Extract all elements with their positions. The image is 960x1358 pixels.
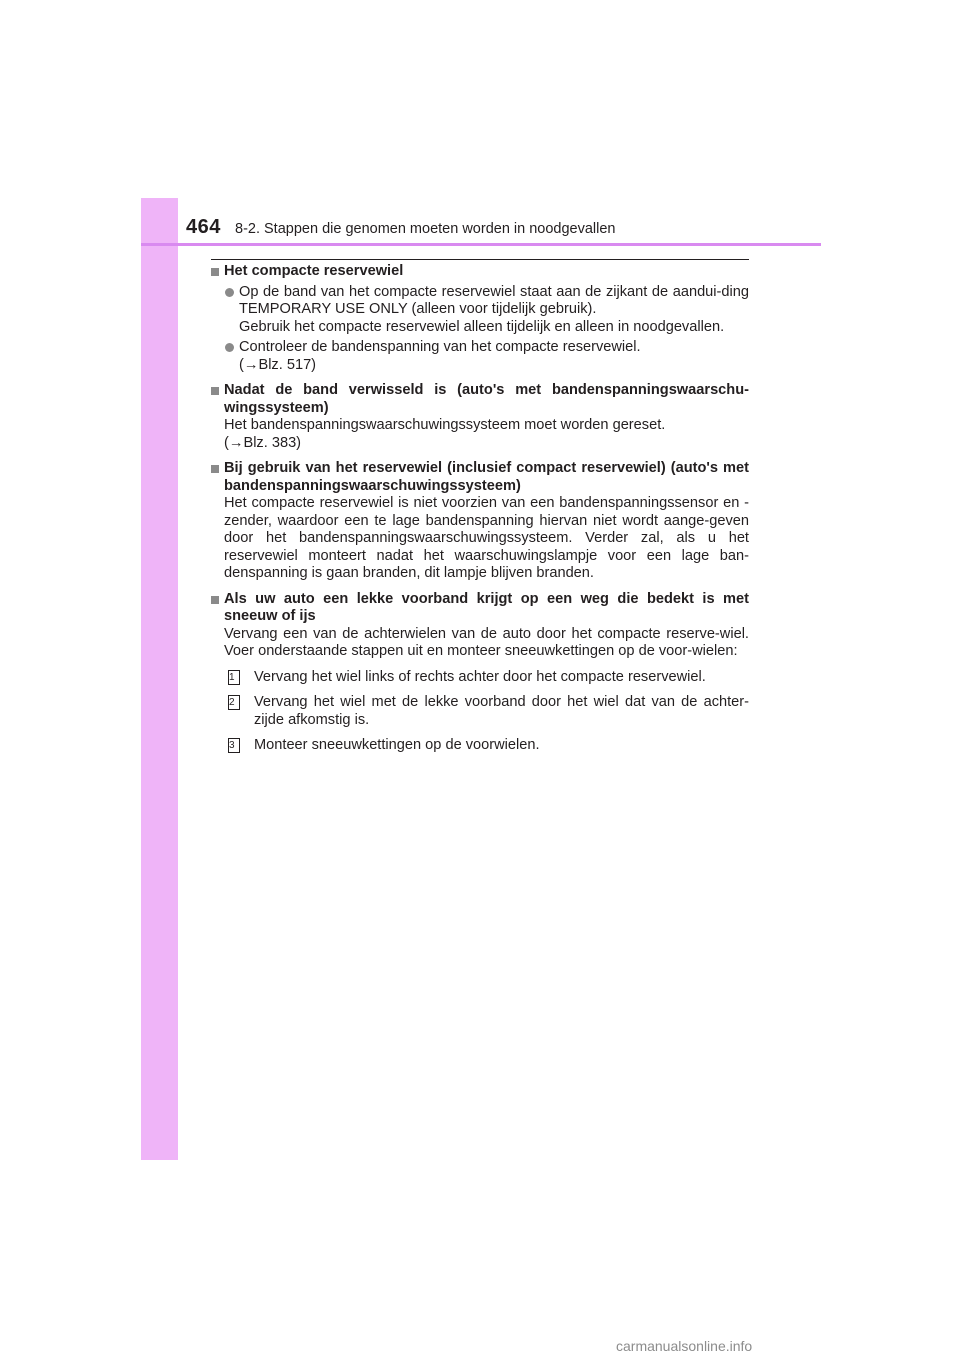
section-heading: Het compacte reservewiel bbox=[211, 263, 749, 281]
section-heading: Nadat de band verwisseld is (auto's met bandenspanningswaarschu-wingssysteem) bbox=[211, 382, 749, 417]
square-bullet-icon bbox=[211, 268, 219, 276]
section-body: Het bandenspanningswaarschuwingssysteem moet worden gereset. (→Blz. 383) bbox=[211, 417, 749, 452]
section-title: 8-2. Stappen die genomen moeten worden in noodgevallen bbox=[235, 221, 616, 237]
square-bullet-icon bbox=[211, 596, 219, 604]
chapter-sidebar-tab bbox=[141, 198, 178, 1160]
section-heading: Als uw auto een lekke voorband krijgt op een weg die bedekt is met sneeuw of ijs bbox=[211, 591, 749, 626]
section-body: Het compacte reservewiel is niet voorzien van een bandenspanningssensor en -zender, waardoor een te lage bandenspanning hiervan niet wordt aange-geven door het bandenspanningswaarschuwingssysteem. Verder zal, als u het reservewiel monteert nadat het waarschuwingslampje voor een lage ban-denspanning is gaan branden, dit lampje blijven branden. bbox=[224, 495, 749, 581]
round-bullet-icon bbox=[225, 343, 234, 352]
square-bullet-icon bbox=[211, 465, 219, 473]
section-heading: Bij gebruik van het reservewiel (inclusief compact reservewiel) (auto's met bandenspanningswaarschuwingssysteem) bbox=[211, 460, 749, 495]
page-reference: (→Blz. 517) bbox=[239, 356, 317, 373]
step-list bbox=[211, 669, 749, 755]
section-using-spare bbox=[211, 460, 749, 583]
step-item: 3 Monteer sneeuwkettingen op de voorwielen. bbox=[229, 737, 540, 753]
bullet-item: Controleer de bandenspanning van het compacte reservewiel. (→Blz. 517) bbox=[211, 339, 749, 374]
step-number-box: 3 bbox=[228, 738, 240, 753]
step-number-box: 2 bbox=[228, 695, 240, 710]
step-item: 2 Vervang het wiel met de lekke voorband door het wiel dat van de achter-zijde afkomstig is. bbox=[229, 694, 749, 728]
watermark: carmanualsonline.info bbox=[616, 1338, 753, 1354]
section-after-tire-change bbox=[211, 382, 749, 452]
section-body: Vervang een van de achterwielen van de auto door het compacte reserve-wiel. Voer onderstaande stappen uit en monteer sneeuwkettingen op de voor-wielen: bbox=[224, 625, 749, 659]
page-number: 464 bbox=[186, 216, 221, 238]
section-flat-front-tire-snow bbox=[211, 591, 749, 755]
content-divider bbox=[211, 259, 749, 260]
round-bullet-icon bbox=[225, 288, 234, 297]
square-bullet-icon bbox=[211, 387, 219, 395]
page-content bbox=[211, 263, 749, 763]
header-divider bbox=[141, 243, 821, 246]
page-reference: (→Blz. 383) bbox=[224, 434, 302, 451]
section-compact-spare bbox=[211, 263, 749, 374]
step-item: 1 Vervang het wiel links of rechts achter door het compacte reservewiel. bbox=[229, 668, 706, 685]
step-number-box: 1 bbox=[228, 670, 240, 685]
bullet-item: Op de band van het compacte reservewiel staat aan de zijkant de aandui-ding TEMPORARY USE ONLY (alleen voor tijdelijk gebruik). Gebruik het compacte reservewiel alleen tijdelijk en alleen in noodgevallen. bbox=[211, 284, 749, 337]
